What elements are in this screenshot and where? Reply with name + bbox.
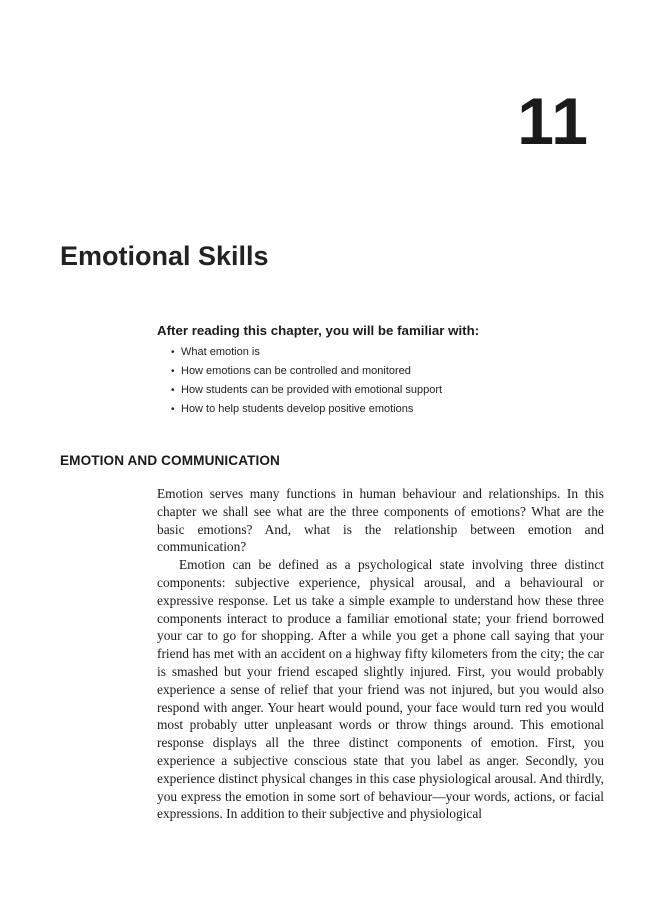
- section-heading: EMOTION AND COMMUNICATION: [60, 453, 280, 468]
- paragraph: Emotion can be defined as a psychological state involving three distinct components: subjective experience, physical arousal, and a behavioural or expressive response. Let us take a simple example to understand how these three components interact to produce a familiar emotional state; your friend borrowed your car to go for shopping. After a while you get a phone call saying that your friend has met with an accident on a highway fifty kilometers from the city; the car is smashed but your friend escaped slightly injured. First, you would probably experience a sense of relief that your friend was not injured, but you would also respond with anger. Your heart would pound, your face would turn red you would most probably utter unpleasant words or throw things around. This emotional response displays all the three distinct components of emotion. First, you experience a subjective conscious state that you label as anger. Secondly, you experience distinct physical changes in this case physiological arousal. And thirdly, you express the emotion in some sort of behaviour—your words, actions, or facial expressions. In addition to their subjective and physiological: [157, 557, 604, 822]
- chapter-title: Emotional Skills: [60, 241, 269, 271]
- objective-item: • How to help students develop positive emotions: [171, 400, 617, 419]
- objective-item: • What emotion is: [171, 343, 617, 362]
- body-text: [157, 485, 604, 823]
- chapter-number: 11: [517, 84, 589, 158]
- objectives-heading: After reading this chapter, you will be familiar with:: [157, 323, 480, 338]
- objective-item: • How students can be provided with emotional support: [171, 381, 617, 400]
- paragraph: Emotion serves many functions in human behaviour and relationships. In this chapter we shall see what are the three components of emotions? What are the basic emotions? And, what is the relationship between emotion and communication?: [157, 486, 604, 555]
- objectives-list: [157, 343, 617, 419]
- objective-item: • How emotions can be controlled and monitored: [171, 362, 617, 381]
- learning-objectives: [157, 322, 617, 419]
